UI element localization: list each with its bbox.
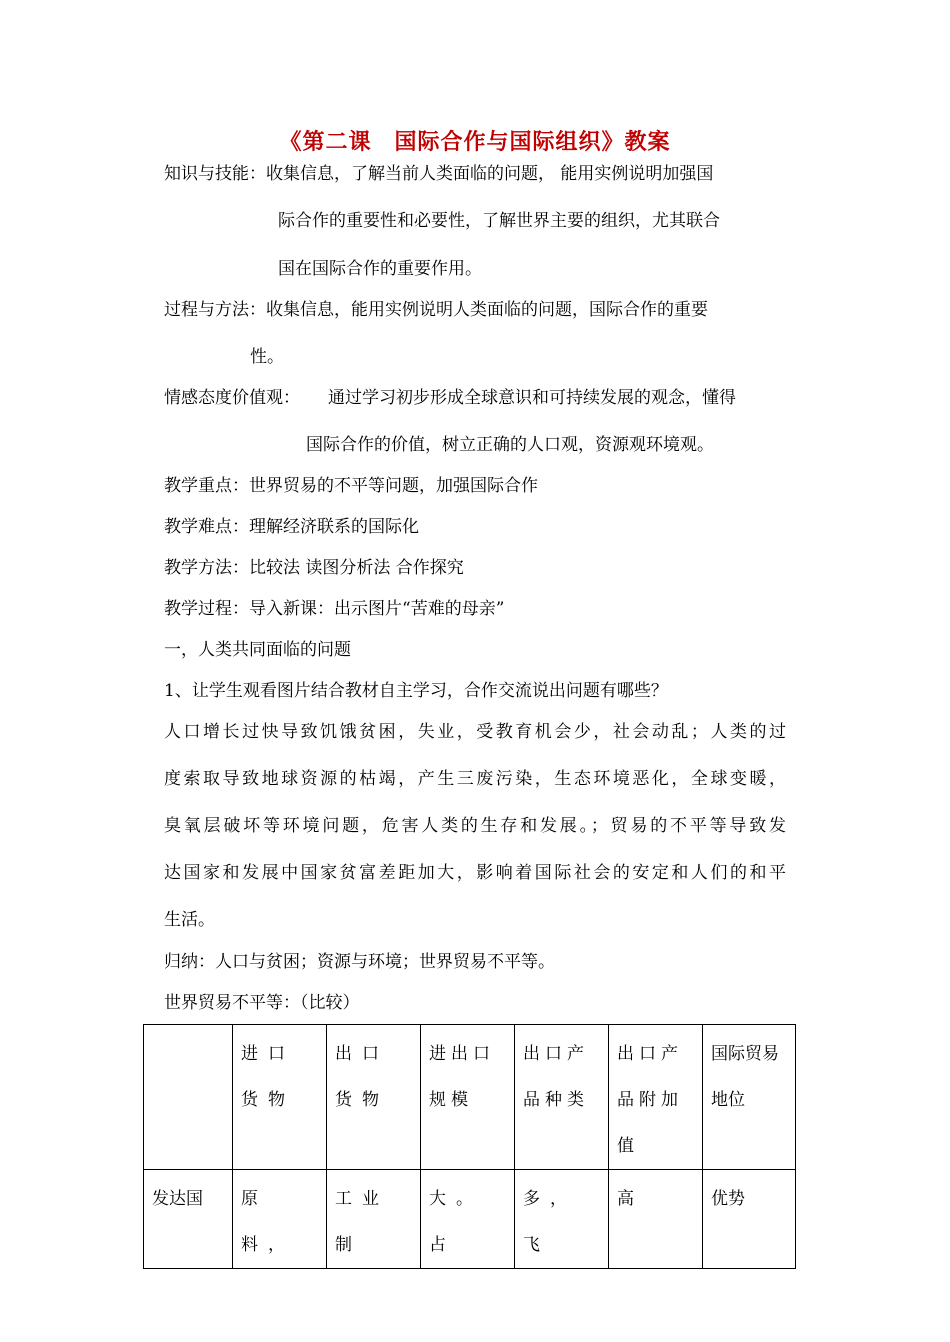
header-cell: 出口产品附加值 <box>609 1025 703 1170</box>
table-cell: 优势 <box>703 1170 796 1269</box>
knowledge-label: 知识与技能： <box>164 164 266 184</box>
difficulty: 教学难点：理解经济联系的国际化 <box>164 517 419 537</box>
knowledge-line-3: 国在国际合作的重要作用。 <box>278 259 482 279</box>
trade-comparison-table <box>143 1024 796 1269</box>
teaching-method: 教学方法：比较法 读图分析法 合作探究 <box>164 558 464 578</box>
table-header-row <box>144 1025 796 1170</box>
question-1: 1、让学生观看图片结合教材自主学习，合作交流说出问题有哪些？ <box>164 681 668 701</box>
header-cell: 进出口规模 <box>421 1025 515 1170</box>
emotion-label: 情感态度价值观： <box>164 388 300 408</box>
section-1-heading: 一，人类共同面临的问题 <box>164 640 351 660</box>
table-cell: 高 <box>609 1170 703 1269</box>
table-cell: 原料， <box>233 1170 327 1269</box>
header-cell <box>144 1025 233 1170</box>
paragraph-line-3: 臭氧层破坏等环境问题，危害人类的生存和发展。；贸易的不平等导致发 <box>164 816 786 836</box>
header-cell: 进口货物 <box>233 1025 327 1170</box>
paragraph-line-5: 生活。 <box>164 910 215 930</box>
table-row <box>144 1170 796 1269</box>
process-label: 过程与方法： <box>164 300 266 320</box>
table-cell: 工业制 <box>327 1170 421 1269</box>
knowledge-line-2: 际合作的重要性和必要性，了解世界主要的组织，尤其联合 <box>278 211 720 231</box>
document-title: 《第二课 国际合作与国际组织》教案 <box>279 130 671 155</box>
table-cell: 大。占 <box>421 1170 515 1269</box>
paragraph-line-4: 达国家和发展中国家贫富差距加大，影响着国际社会的安定和人们的和平 <box>164 863 786 883</box>
key-point: 教学重点：世界贸易的不平等问题，加强国际合作 <box>164 476 538 496</box>
table-cell: 多，飞 <box>515 1170 609 1269</box>
emotion-line-2: 国际合作的价值，树立正确的人口观，资源观环境观。 <box>306 435 714 455</box>
table-intro: 世界贸易不平等：（比较） <box>164 993 360 1013</box>
header-cell: 出口产品种类 <box>515 1025 609 1170</box>
process-line-1: 收集信息，能用实例说明人类面临的问题，国际合作的重要 <box>266 300 708 320</box>
process-line-2: 性。 <box>250 347 284 367</box>
knowledge-line-1: 收集信息，了解当前人类面临的问题， 能用实例说明加强国 <box>266 164 714 184</box>
header-cell: 国际贸易地位 <box>703 1025 796 1170</box>
header-cell: 出口货物 <box>327 1025 421 1170</box>
paragraph-line-2: 度索取导致地球资源的枯竭，产生三废污染，生态环境恶化，全球变暖， <box>164 769 786 789</box>
teaching-process-intro: 教学过程：导入新课：出示图片“苦难的母亲” <box>164 599 505 619</box>
table-cell: 发达国 <box>144 1170 233 1269</box>
emotion-line-1: 通过学习初步形成全球意识和可持续发展的观念，懂得 <box>328 388 736 408</box>
paragraph-line-1: 人口增长过快导致饥饿贫困，失业，受教育机会少，社会动乱；人类的过 <box>164 722 786 742</box>
summary: 归纳：人口与贫困；资源与环境；世界贸易不平等。 <box>164 952 555 972</box>
